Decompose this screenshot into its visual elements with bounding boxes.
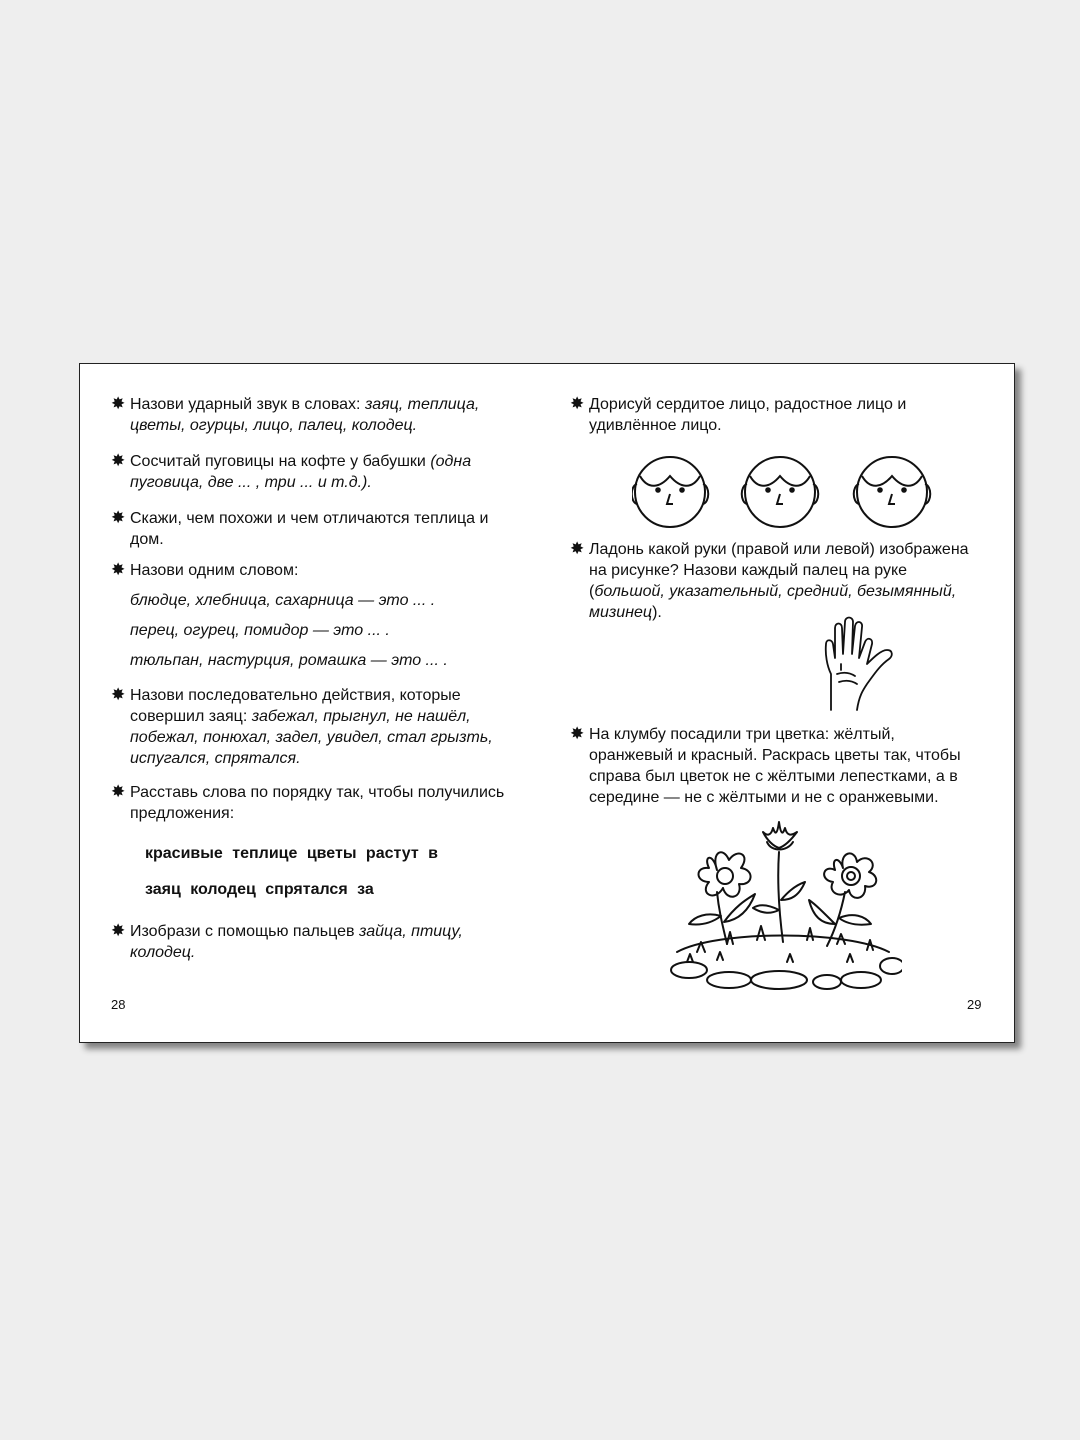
bullet-star-icon: ✸ bbox=[111, 782, 126, 802]
bullet-star-icon: ✸ bbox=[111, 394, 126, 414]
task-10: ✸ На клумбу посадили три цветка: жёлтый, оранжевый и красный. Раскрась цветы так, чтобы справа был цветок не с жёлтыми лепестками, а в середине — не с жёлтыми и не с оранжевыми. bbox=[570, 724, 961, 806]
bullet-star-icon: ✸ bbox=[111, 451, 126, 471]
face-outline-icon bbox=[632, 457, 708, 527]
task-7: ✸ Изобрази с помощью пальцев зайца, птицу, колодец. bbox=[111, 921, 463, 961]
task-8: ✸ Дорисуй сердитое лицо, радостное лицо и удивлённое лицо. bbox=[570, 394, 907, 434]
task-9: ✸ Ладонь какой руки (правой или левой) изображена на рисунке? Назови каждый палец на руке (большой, указательный, средний, безымянный, мизинец). bbox=[570, 539, 969, 621]
right-page bbox=[547, 364, 1014, 1042]
scrambled-sentence-2: заяц колодец спрятался за bbox=[145, 881, 374, 898]
book-spread bbox=[79, 363, 1015, 1043]
task-5: ✸ Назови последовательно действия, которые совершил заяц: забежал, прыгнул, не нашёл, побежал, понюхал, задел, увидел, стал грызть, испугался, спрятался. bbox=[111, 685, 493, 767]
task-2: ✸ Сосчитай пуговицы на кофте у бабушки (одна пуговица, две ... , три ... и т.д.). bbox=[111, 451, 472, 491]
face-outline-icon bbox=[742, 457, 819, 527]
task-6: ✸ Расставь слова по порядку так, чтобы получились предложения: bbox=[111, 782, 505, 822]
flower-bed-icon bbox=[667, 812, 902, 997]
bullet-star-icon: ✸ bbox=[570, 539, 585, 559]
bullet-star-icon: ✸ bbox=[570, 724, 585, 744]
face-outline-icon bbox=[854, 457, 931, 527]
faces-illustration bbox=[632, 454, 932, 534]
bullet-star-icon: ✸ bbox=[570, 394, 585, 414]
page-number-right: 29 bbox=[967, 997, 982, 1012]
bullet-star-icon: ✸ bbox=[111, 508, 126, 528]
page-number-left: 28 bbox=[111, 997, 126, 1012]
bullet-star-icon: ✸ bbox=[111, 685, 126, 705]
task-4: ✸ Назови одним словом: bbox=[111, 560, 299, 580]
bullet-star-icon: ✸ bbox=[111, 921, 126, 941]
scrambled-sentence-1: красивые теплице цветы растут в bbox=[145, 845, 438, 862]
bullet-star-icon: ✸ bbox=[111, 560, 126, 580]
word-group-3: тюльпан, настурция, ромашка — это ... . bbox=[130, 652, 448, 669]
hand-palm-icon bbox=[817, 614, 897, 714]
word-group-2: перец, огурец, помидор — это ... . bbox=[130, 622, 390, 639]
task-1: ✸ Назови ударный звук в словах: заяц, теплица, цветы, огурцы, лицо, палец, колодец. bbox=[111, 394, 480, 434]
left-page bbox=[80, 364, 547, 1042]
word-group-1: блюдце, хлебница, сахарница — это ... . bbox=[130, 592, 436, 609]
task-3: ✸ Скажи, чем похожи и чем отличаются теплица и дом. bbox=[111, 508, 489, 548]
